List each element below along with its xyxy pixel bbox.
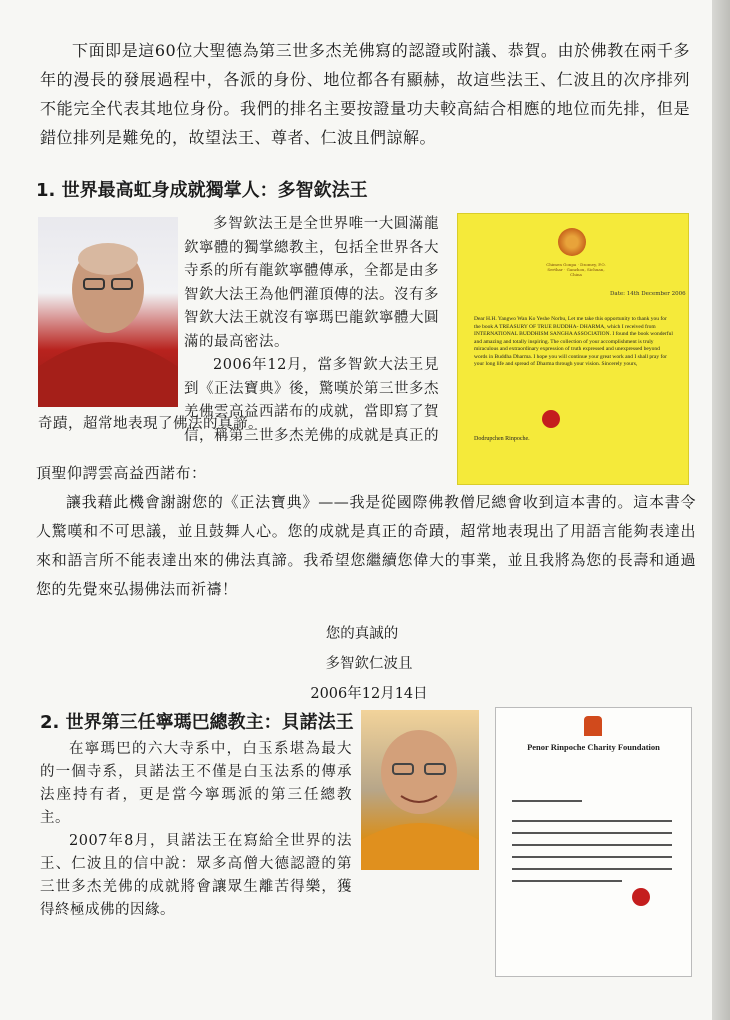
portrait-illustration — [361, 710, 479, 870]
penor-letter — [495, 707, 692, 977]
letter-title: Penor Rinpoche Charity Foundation — [527, 742, 660, 752]
tibetan-line — [512, 832, 672, 834]
letter-date-cn: 2006年12月14日 — [310, 686, 428, 702]
section-2-text — [40, 738, 352, 922]
dodrupchen-photo — [38, 217, 178, 407]
foundation-logo-icon — [584, 716, 602, 736]
letter-translation — [36, 459, 696, 604]
intro-paragraph: 下面即是這60位大聖德為第三世多杰羌佛寫的認證或附議、恭賀。由於佛教在兩千多年的漫長的發展過程中，各派的身份、地位都各有顯赫，故這些法王、仁波且的次序排列不能完全代表其地位身份。我們的排名主要按證量功夫較高結合相應的地位而先排，但是錯位排列是難免的，故望法王、尊者、仁波且們諒解。 — [40, 41, 690, 147]
section-1-heading: 1. 世界最高虹身成就獨掌人：多智欽法王 — [36, 180, 368, 201]
monastery-logo-icon — [558, 228, 586, 256]
translation-body: 讓我藉此機會謝謝您的《正法寶典》——我是從國際佛教僧尼總會收到這本書的。這本書令人驚嘆和不可思議，並且鼓舞人心。您的成就是真正的奇蹟，超常地表現出了用語言能夠表達出來和語言所不能表達出來的佛法真諦。我希望您繼續您偉大的事業，並且我將為您的長壽和通過您的先覺來弘揚佛法而祈禱！ — [36, 493, 696, 598]
letter-signature: Dodrupchen Rinpoche. — [474, 436, 530, 442]
tibetan-line — [512, 800, 582, 802]
seal-icon — [542, 410, 560, 428]
signer: 多智欽仁波且 — [325, 656, 413, 672]
portrait-illustration — [38, 217, 178, 407]
seal-icon — [632, 888, 650, 906]
letter-header: Chimen Gonpa · Dzomey, P.O. Serthar · Ganzhou, Sichuan, China — [546, 262, 606, 277]
section-2-para-1: 在寧瑪巴的六大寺系中，白玉系堪為最大的一個寺系，貝諾法王不僅是白玉法系的傳承法座持有者，更是當今寧瑪派的第三任總教主。 — [40, 741, 352, 826]
section-1-para-1: 多智欽法王是全世界唯一大圓滿龍欽寧體的獨掌總教主，包括全世界各大寺系的所有龍欽寧體傳承，全都是由多智欽大法王為他們灌頂傳的法。沒有多智欽大法王就沒有寧瑪巴龍欽寧體大圓滿的最高密法。 — [184, 216, 439, 350]
page-edge — [712, 0, 730, 1020]
section-2-heading: 2. 世界第三任寧瑪巴總教主：貝諾法王 — [40, 712, 354, 733]
dodrupchen-letter — [457, 213, 689, 485]
tibetan-line — [512, 820, 672, 822]
letter-body: Dear H.H. Yangwo Wan Ko Yeshe Norbu, Let me take this opportunity to thank you for the book A TREASURY OF TRUE BUDDHA- DHARMA, which I received from INTERNATIONAL BUDDHISM SANGHA ASSOCIATION. I found the book wonderful and amazing and totally inspiring. The collection of your accomplishment is truly miraculous and extraordinary expression of truth expressed and unexpressed beyond words in Buddha Dharma. I hope you will continue your great work and I shall pray for your long life and spread of Dharma through your vision. Sincerely yours, — [474, 316, 673, 367]
tibetan-line — [512, 844, 672, 846]
closing: 您的真誠的 — [325, 626, 399, 642]
section-1-para-2-end: 奇蹟，超常地表現了佛法的真諦。 — [38, 416, 263, 432]
letter-date: Date: 14th December 2006 — [610, 291, 686, 297]
translation-salutation: 頂聖仰諤雲高益西諾布： — [36, 464, 207, 482]
section-2-para-2: 2007年8月，貝諾法王在寫給全世界的法王、仁波且的信中說：眾多高僧大德認證的第三世多杰羌佛的成就將會讓眾生離苦得樂，獲得終極成佛的因緣。 — [40, 833, 352, 918]
tibetan-line — [512, 856, 672, 858]
penor-rinpoche-photo — [361, 710, 479, 870]
tibetan-line — [512, 868, 672, 870]
section-1-para-2: 2006年12月，當多智欽大法王見到《正法寶典》後，驚嘆於第三世多杰羌佛雲高益西諾布的成就，當即寫了賀信，稱第三世多杰羌佛的成就是真正的 — [184, 357, 439, 444]
tibetan-line — [512, 880, 622, 882]
